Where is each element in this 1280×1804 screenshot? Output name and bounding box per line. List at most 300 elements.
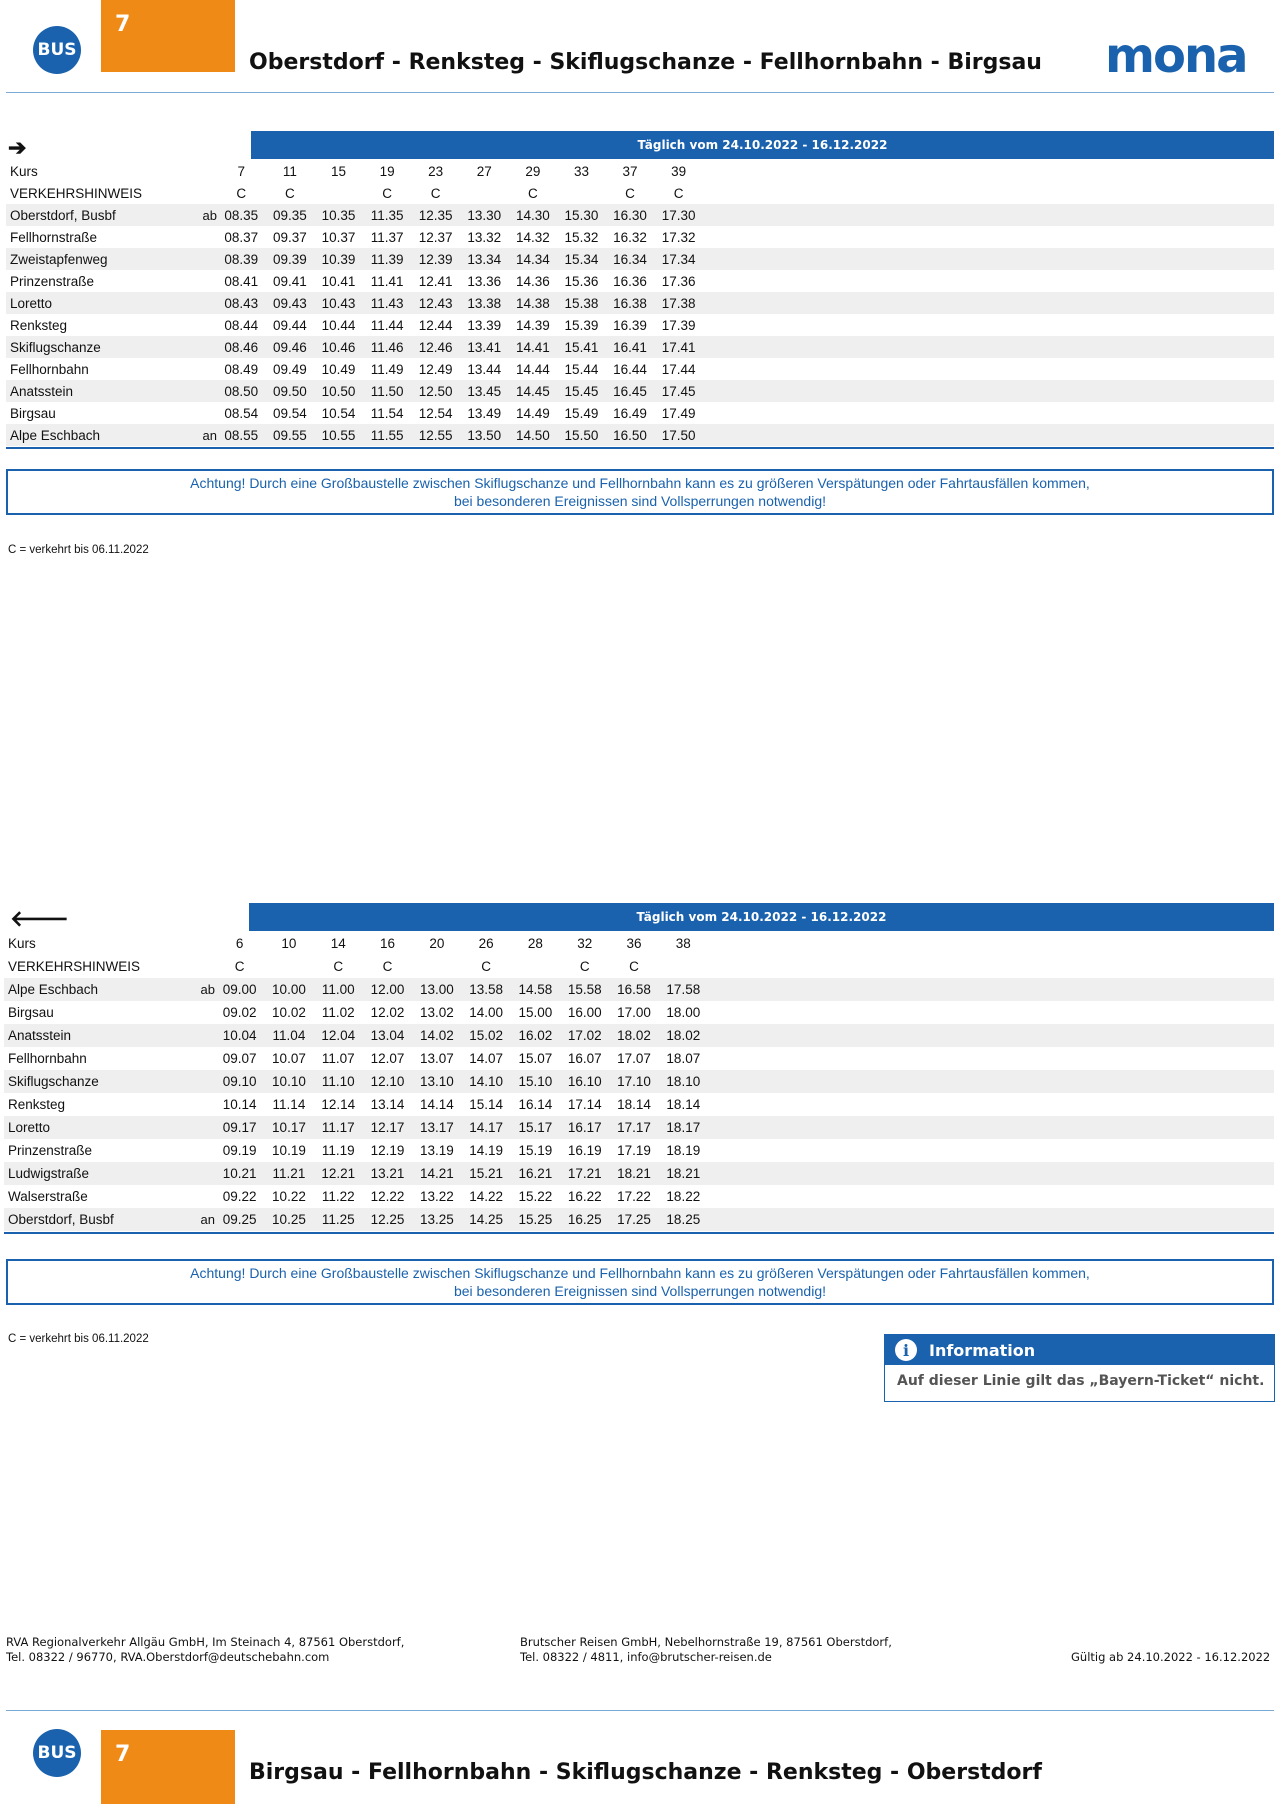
stop-row: [4, 1001, 1274, 1024]
departure-time: 18.17: [666, 1120, 701, 1135]
departure-time: 18.25: [666, 1212, 701, 1227]
direction-arrow-right-icon: ➔: [8, 135, 27, 160]
departure-time: 11.07: [321, 1051, 355, 1066]
construction-notice: [6, 1259, 1274, 1305]
departure-time: 14.32: [515, 229, 550, 245]
mona-logo: mona: [1105, 28, 1247, 84]
kurs-number: 37: [622, 163, 638, 179]
departure-time: 11.54: [370, 405, 404, 421]
departure-time: 18.21: [666, 1166, 701, 1181]
departure-time: 11.35: [370, 207, 404, 223]
departure-time: 09.37: [272, 229, 307, 245]
departure-time: 17.38: [661, 295, 696, 311]
departure-time: 18.19: [666, 1143, 701, 1158]
departure-time: 12.14: [321, 1097, 356, 1112]
notice-line-1: Achtung! Durch eine Großbaustelle zwischen Skiflugschanze und Fellhornbahn kann es zu größeren Verspätungen oder Fahrtausfällen kommen,: [190, 1265, 1090, 1281]
departure-time: 12.46: [418, 339, 453, 355]
stop-name: Oberstdorf, Busbf: [8, 1212, 114, 1227]
departure-time: 11.10: [321, 1074, 355, 1089]
stop-row: [6, 358, 1274, 380]
kurs-number: 14: [330, 936, 346, 951]
departure-time: 09.35: [272, 207, 307, 223]
stop-row: [4, 1185, 1274, 1208]
departure-time: 08.41: [224, 273, 259, 289]
departure-time: 10.50: [321, 383, 356, 399]
departure-time: 15.36: [564, 273, 599, 289]
departure-time: 15.02: [469, 1028, 504, 1043]
departure-time: 18.02: [666, 1028, 701, 1043]
footnote: C = verkehrt bis 06.11.2022: [8, 544, 149, 556]
departure-time: 15.38: [564, 295, 599, 311]
hinweis-code: C: [382, 185, 392, 201]
stop-name: Renksteg: [10, 317, 68, 333]
line-number-box: [101, 0, 235, 72]
departure-time: 11.43: [370, 295, 404, 311]
departure-time: 09.54: [272, 405, 307, 421]
departure-time: 09.39: [272, 251, 307, 267]
departure-time: 11.04: [272, 1028, 306, 1043]
departure-time: 11.41: [370, 273, 404, 289]
departure-time: 12.19: [370, 1143, 405, 1158]
departure-time: 09.49: [272, 361, 307, 377]
departure-time: 17.45: [661, 383, 696, 399]
kurs-number: 29: [525, 163, 541, 179]
hinweis-code: C: [430, 185, 441, 201]
hinweis-code: C: [579, 959, 590, 974]
stop-row: [6, 380, 1274, 402]
departure-time: 08.37: [224, 229, 259, 245]
departure-time: 10.25: [272, 1212, 306, 1227]
departure-time: 13.45: [467, 383, 502, 399]
departure-time: 12.00: [370, 982, 405, 997]
departure-time: 17.49: [661, 405, 696, 421]
departure-time: 11.14: [272, 1097, 306, 1112]
departure-time: 13.58: [469, 982, 504, 997]
departure-time: 14.39: [515, 317, 550, 333]
departure-time: 17.07: [617, 1051, 651, 1066]
stop-name: Birgsau: [8, 1005, 54, 1020]
stop-name: Alpe Eschbach: [8, 982, 99, 997]
departure-time: 13.10: [419, 1074, 454, 1089]
departure-time: 16.38: [613, 295, 647, 311]
departure-time: 15.17: [518, 1120, 553, 1135]
departure-time: 18.22: [666, 1189, 701, 1204]
information-title: Information: [929, 1340, 1036, 1360]
departure-time: 09.46: [272, 339, 307, 355]
departure-time: 12.41: [418, 273, 453, 289]
departure-time: 11.46: [370, 339, 404, 355]
departure-time: 15.10: [518, 1074, 553, 1089]
departure-time: 10.41: [321, 273, 356, 289]
departure-time: 10.46: [321, 339, 356, 355]
departure-time: 13.17: [419, 1120, 454, 1135]
stop-name: Birgsau: [10, 405, 56, 421]
departure-time: 16.02: [518, 1028, 553, 1043]
departure-time: 12.07: [370, 1051, 405, 1066]
departure-time: 14.02: [419, 1028, 454, 1043]
departure-time: 11.19: [321, 1143, 355, 1158]
departure-time: 11.25: [321, 1212, 355, 1227]
departure-time: 12.10: [370, 1074, 405, 1089]
information-header: [885, 1335, 1274, 1365]
line-number-box: [101, 1730, 235, 1804]
stop-name: Fellhornbahn: [10, 361, 89, 377]
hinweis-code: C: [236, 185, 247, 201]
stop-row: [4, 1162, 1274, 1185]
validity-header: Täglich vom 24.10.2022 - 16.12.2022: [251, 131, 1274, 159]
stop-row: [4, 1208, 1274, 1231]
stop-name: Loretto: [8, 1120, 51, 1135]
hinweis-code: C: [673, 185, 684, 201]
stop-name: Skiflugschanze: [8, 1074, 99, 1089]
departure-time: 11.22: [321, 1189, 355, 1204]
departure-time: 12.43: [418, 295, 453, 311]
route-title: Oberstdorf - Renksteg - Skiflugschanze - Fellhornbahn - Birgsau: [249, 50, 1042, 75]
stop-name: Loretto: [10, 295, 53, 311]
departure-time: 16.19: [567, 1143, 602, 1158]
departure-time: 10.44: [321, 317, 356, 333]
hinweis-code: C: [285, 185, 295, 201]
departure-time: 13.32: [467, 229, 502, 245]
departure-time: 16.22: [567, 1189, 602, 1204]
departure-time: 17.22: [617, 1189, 651, 1204]
departure-time: 17.50: [661, 427, 696, 443]
departure-time: 10.07: [272, 1051, 306, 1066]
arrival-departure-marker: an: [202, 427, 217, 443]
stop-name: Fellhornbahn: [8, 1051, 87, 1066]
timetable-inbound: [4, 903, 1274, 1233]
company-rva-contact: Tel. 08322 / 96770, RVA.Oberstdorf@deutschebahn.com: [6, 1650, 330, 1664]
departure-time: 14.41: [515, 339, 550, 355]
departure-time: 15.14: [469, 1097, 504, 1112]
departure-time: 10.37: [321, 229, 356, 245]
timetable-outbound: [6, 131, 1274, 451]
departure-time: 15.25: [518, 1212, 553, 1227]
departure-time: 08.44: [224, 317, 259, 333]
departure-time: 13.39: [467, 317, 502, 333]
table-bottom-rule: [4, 1232, 1274, 1234]
departure-time: 09.25: [222, 1212, 257, 1227]
departure-time: 16.14: [518, 1097, 553, 1112]
kurs-row: [4, 932, 1274, 955]
notice-line-1: Achtung! Durch eine Großbaustelle zwischen Skiflugschanze und Fellhornbahn kann es zu größeren Verspätungen oder Fahrtausfällen kommen,: [190, 475, 1090, 491]
departure-time: 12.50: [418, 383, 453, 399]
stop-name: Zweistapfenweg: [10, 251, 108, 267]
departure-time: 17.32: [661, 229, 696, 245]
departure-time: 10.55: [321, 427, 356, 443]
departure-time: 12.49: [418, 361, 453, 377]
departure-time: 11.21: [272, 1166, 306, 1181]
bus-badge-label: BUS: [37, 40, 77, 60]
kurs-number: 28: [527, 936, 543, 951]
stop-name: Prinzenstraße: [10, 273, 95, 289]
departure-time: 18.07: [666, 1051, 701, 1066]
departure-time: 15.22: [518, 1189, 553, 1204]
departure-time: 16.58: [617, 982, 651, 997]
line-number: 7: [115, 1742, 131, 1767]
departure-time: 14.44: [515, 361, 550, 377]
departure-time: 14.25: [469, 1212, 504, 1227]
departure-time: 08.39: [224, 251, 259, 267]
departure-time: 13.02: [419, 1005, 454, 1020]
departure-time: 10.10: [272, 1074, 306, 1089]
departure-time: 17.02: [567, 1028, 602, 1043]
departure-time: 08.54: [224, 405, 259, 421]
departure-time: 16.00: [567, 1005, 602, 1020]
departure-time: 18.14: [666, 1097, 701, 1112]
stop-row: [6, 424, 1274, 446]
departure-time: 12.22: [370, 1189, 405, 1204]
departure-time: 16.17: [567, 1120, 602, 1135]
departure-time: 14.36: [515, 273, 550, 289]
departure-time: 12.54: [418, 405, 453, 421]
kurs-number: 33: [573, 163, 589, 179]
departure-time: 10.00: [272, 982, 306, 997]
hinweis-code: C: [382, 959, 393, 974]
departure-time: 15.32: [564, 229, 599, 245]
stop-name: Alpe Eschbach: [10, 427, 101, 443]
departure-time: 18.02: [617, 1028, 651, 1043]
departure-time: 13.49: [467, 405, 502, 421]
departure-time: 12.55: [418, 427, 453, 443]
stop-row: [4, 1047, 1274, 1070]
departure-time: 16.44: [613, 361, 647, 377]
departure-time: 15.45: [564, 383, 599, 399]
kurs-number: 6: [235, 936, 244, 951]
information-box: [884, 1334, 1275, 1402]
departure-time: 16.49: [613, 405, 647, 421]
stop-name: Renksteg: [8, 1097, 66, 1112]
departure-time: 09.41: [272, 273, 307, 289]
departure-time: 17.14: [567, 1097, 602, 1112]
hinweis-label: VERKEHRSHINWEIS: [10, 185, 143, 201]
departure-time: 09.22: [222, 1189, 257, 1204]
departure-time: 13.14: [370, 1097, 405, 1112]
departure-time: 15.49: [564, 405, 599, 421]
bus-badge-label: BUS: [37, 1743, 77, 1763]
stop-row: [6, 292, 1274, 314]
company-rva-address: RVA Regionalverkehr Allgäu GmbH, Im Steinach 4, 87561 Oberstdorf,: [6, 1635, 405, 1649]
departure-time: 12.21: [321, 1166, 356, 1181]
departure-time: 17.36: [661, 273, 696, 289]
departure-time: 15.07: [518, 1051, 553, 1066]
departure-time: 10.14: [222, 1097, 257, 1112]
departure-time: 09.17: [222, 1120, 257, 1135]
direction-arrow-left-icon: 🡐: [10, 906, 69, 931]
departure-time: 17.00: [617, 1005, 651, 1020]
table-bottom-rule: [6, 447, 1274, 449]
notice-line-2: bei besonderen Ereignissen sind Vollsperrungen notwendig!: [453, 1283, 827, 1299]
kurs-label: Kurs: [10, 163, 38, 179]
departure-time: 13.36: [467, 273, 502, 289]
departure-time: 17.34: [661, 251, 696, 267]
stop-row: [6, 270, 1274, 292]
kurs-number: 15: [330, 163, 346, 179]
kurs-number: 27: [476, 163, 492, 179]
departure-time: 12.39: [418, 251, 453, 267]
departure-time: 10.21: [222, 1166, 257, 1181]
stop-name: Oberstdorf, Busbf: [10, 207, 116, 223]
departure-time: 10.54: [321, 405, 356, 421]
kurs-number: 20: [429, 936, 445, 951]
departure-time: 14.07: [469, 1051, 504, 1066]
notice-line-2: bei besonderen Ereignissen sind Vollsperrungen notwendig!: [453, 493, 827, 509]
kurs-number: 26: [478, 936, 494, 951]
departure-time: 14.19: [469, 1143, 504, 1158]
hinweis-code: C: [234, 959, 245, 974]
departure-time: 09.19: [222, 1143, 257, 1158]
departure-time: 09.55: [272, 427, 307, 443]
departure-time: 11.37: [370, 229, 404, 245]
hinweis-code: C: [333, 959, 344, 974]
stop-name: Walserstraße: [8, 1189, 88, 1204]
departure-time: 16.10: [567, 1074, 602, 1089]
departure-time: 13.50: [467, 427, 502, 443]
departure-time: 15.44: [564, 361, 599, 377]
departure-time: 12.17: [370, 1120, 405, 1135]
departure-time: 09.10: [222, 1074, 257, 1089]
departure-time: 18.21: [617, 1166, 651, 1181]
kurs-number: 16: [380, 936, 396, 951]
departure-time: 16.39: [613, 317, 647, 333]
departure-time: 16.25: [567, 1212, 602, 1227]
departure-time: 16.21: [518, 1166, 553, 1181]
stop-row: [6, 336, 1274, 358]
departure-time: 13.41: [467, 339, 502, 355]
departure-time: 16.07: [567, 1051, 602, 1066]
departure-time: 17.10: [617, 1074, 651, 1089]
departure-time: 14.14: [419, 1097, 454, 1112]
departure-time: 10.49: [321, 361, 356, 377]
departure-time: 17.21: [567, 1166, 602, 1181]
departure-time: 10.02: [272, 1005, 306, 1020]
departure-time: 13.19: [419, 1143, 454, 1158]
hinweis-label: VERKEHRSHINWEIS: [8, 959, 141, 974]
departure-time: 16.32: [613, 229, 647, 245]
departure-time: 15.58: [567, 982, 602, 997]
arrival-departure-marker: ab: [202, 207, 217, 223]
kurs-row: [6, 160, 1274, 182]
kurs-number: 10: [281, 936, 297, 951]
line-number: 7: [115, 12, 131, 37]
departure-time: 09.00: [222, 982, 257, 997]
departure-time: 14.45: [515, 383, 550, 399]
departure-time: 15.19: [518, 1143, 553, 1158]
construction-notice: [6, 469, 1274, 515]
stop-row: [4, 978, 1274, 1001]
stop-name: Anatsstein: [10, 383, 74, 399]
kurs-label: Kurs: [8, 936, 36, 951]
stop-row: [4, 1116, 1274, 1139]
departure-time: 09.43: [272, 295, 307, 311]
information-text: Auf dieser Linie gilt das „Bayern-Ticket“ nicht.: [897, 1373, 1265, 1389]
hinweis-row: [4, 955, 1274, 978]
stop-row: [6, 204, 1274, 226]
departure-time: 14.58: [518, 982, 553, 997]
kurs-number: 19: [379, 163, 395, 179]
departure-time: 10.17: [272, 1120, 306, 1135]
stop-row: [4, 1093, 1274, 1116]
departure-time: 18.14: [617, 1097, 651, 1112]
departure-time: 12.04: [321, 1028, 356, 1043]
departure-time: 11.17: [321, 1120, 355, 1135]
departure-time: 15.00: [518, 1005, 553, 1020]
departure-time: 14.17: [469, 1120, 504, 1135]
departure-time: 11.49: [370, 361, 404, 377]
footnote: C = verkehrt bis 06.11.2022: [8, 1333, 149, 1345]
departure-time: 17.25: [617, 1212, 651, 1227]
departure-time: 11.55: [370, 427, 404, 443]
departure-time: 13.30: [467, 207, 502, 223]
hinweis-code: C: [625, 185, 635, 201]
departure-time: 08.49: [224, 361, 259, 377]
departure-time: 14.50: [515, 427, 550, 443]
departure-time: 11.02: [321, 1005, 355, 1020]
validity-footer: Gültig ab 24.10.2022 - 16.12.2022: [1071, 1650, 1271, 1664]
company-rva: [6, 1635, 404, 1665]
stop-row: [4, 1139, 1274, 1162]
departure-time: 14.30: [515, 207, 550, 223]
departure-time: 15.50: [564, 427, 599, 443]
departure-time: 08.55: [224, 427, 259, 443]
departure-time: 14.21: [419, 1166, 454, 1181]
departure-time: 16.34: [613, 251, 647, 267]
departure-time: 09.50: [272, 383, 307, 399]
kurs-number: 36: [626, 936, 642, 951]
stop-name: Anatsstein: [8, 1028, 72, 1043]
departure-time: 14.49: [515, 405, 550, 421]
stop-row: [6, 314, 1274, 336]
departure-time: 13.07: [419, 1051, 454, 1066]
departure-time: 12.44: [418, 317, 453, 333]
departure-time: 12.25: [370, 1212, 405, 1227]
departure-time: 08.43: [224, 295, 259, 311]
departure-time: 14.00: [469, 1005, 504, 1020]
departure-time: 12.02: [370, 1005, 405, 1020]
stop-row: [4, 1070, 1274, 1093]
departure-time: 16.30: [613, 207, 647, 223]
hinweis-code: C: [527, 185, 538, 201]
bus-badge: [33, 1729, 81, 1777]
departure-time: 13.00: [419, 982, 454, 997]
departure-time: 14.22: [469, 1189, 504, 1204]
departure-time: 10.04: [222, 1028, 257, 1043]
departure-time: 17.44: [661, 361, 696, 377]
stop-row: [4, 1024, 1274, 1047]
route-title-return: Birgsau - Fellhornbahn - Skiflugschanze - Renksteg - Oberstdorf: [249, 1760, 1042, 1785]
bus-badge: [33, 26, 81, 74]
arrival-departure-marker: an: [200, 1212, 215, 1227]
departure-time: 13.34: [467, 251, 502, 267]
company-brutscher: [520, 1635, 892, 1665]
departure-time: 09.02: [222, 1005, 257, 1020]
departure-time: 17.41: [661, 339, 696, 355]
kurs-number: 23: [428, 163, 444, 179]
kurs-number: 7: [237, 163, 246, 179]
departure-time: 17.30: [661, 207, 696, 223]
departure-time: 14.38: [515, 295, 550, 311]
stop-row: [6, 226, 1274, 248]
departure-time: 17.17: [617, 1120, 651, 1135]
kurs-number: 39: [671, 163, 687, 179]
departure-time: 18.10: [666, 1074, 701, 1089]
header-divider: [6, 92, 1274, 93]
stop-name: Prinzenstraße: [8, 1143, 93, 1158]
departure-time: 08.35: [224, 207, 259, 223]
departure-time: 16.50: [613, 427, 647, 443]
departure-time: 13.21: [370, 1166, 405, 1181]
departure-time: 15.30: [564, 207, 599, 223]
